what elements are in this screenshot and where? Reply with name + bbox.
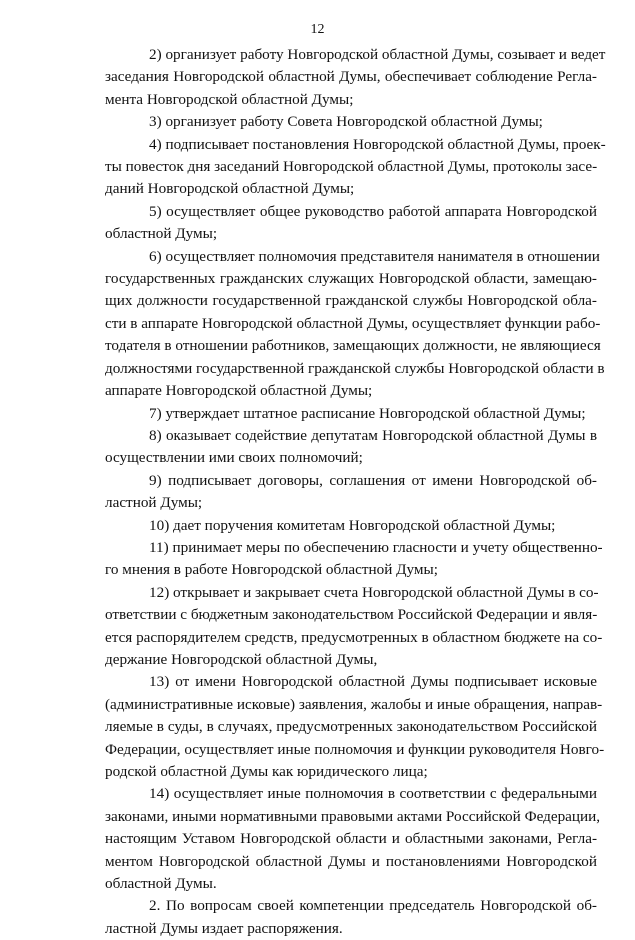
text-line: 11) принимает меры по обеспечению гласности и учету общественно- — [149, 538, 603, 556]
text-line: 10) дает поручения комитетам Новгородской областной Думы; — [149, 516, 556, 534]
text-line: 14) осуществляет иные полномочия в соответствии с федеральными — [149, 785, 597, 803]
text-line: областной Думы. — [105, 875, 217, 893]
text-line: родской областной Думы как юридического лица; — [105, 763, 428, 780]
paragraph — [105, 895, 597, 940]
paragraph — [105, 671, 605, 783]
paragraph — [105, 134, 606, 201]
text-line: щих должности государственной гражданской службы Новгородской обла- — [105, 292, 597, 310]
text-line: 8) оказывает содействие депутатам Новгородской областной Думы в — [149, 426, 597, 444]
text-line: ластной Думы издает распоряжения. — [105, 919, 343, 937]
paragraph — [105, 537, 603, 582]
paragraph — [105, 425, 597, 470]
text-line: 12) открывает и закрывает счета Новгородской областной Думы в со- — [149, 583, 599, 601]
paragraph — [105, 111, 597, 133]
text-line: 7) утверждает штатное расписание Новгородской областной Думы; — [149, 404, 586, 422]
text-line: 9) подписывает договоры, соглашения от имени Новгородской об- — [149, 471, 597, 489]
text-line: 6) осуществляет полномочия представителя нанимателя в отношении — [149, 247, 600, 265]
text-line: 3) организует работу Совета Новгородской областной Думы; — [149, 113, 543, 131]
text-line: областной Думы; — [105, 225, 218, 243]
text-line: Федерации, осуществляет иные полномочия и функции руководителя Новго- — [105, 740, 605, 758]
text-line: ляемые в суды, в случаях, предусмотренных законодательством Российской — [105, 718, 597, 736]
text-line: го мнения в работе Новгородской областной Думы; — [105, 561, 438, 579]
text-line: ется распорядителем средств, предусмотренных в областном бюджете на со- — [105, 628, 603, 646]
text-line: 2. По вопросам своей компетенции председатель Новгородской об- — [149, 897, 597, 915]
text-line: законами, иными нормативными правовыми актами Российской Федерации, — [105, 807, 601, 825]
paragraph — [105, 515, 597, 537]
text-line: 5) осуществляет общее руководство работой аппарата Новгородской — [149, 202, 597, 220]
text-line: тодателя в отношении работников, замещающих должности, не являющиеся — [105, 337, 601, 355]
text-line: ментом Новгородской областной Думы и постановлениями Новгородской — [105, 852, 597, 870]
paragraph — [105, 44, 606, 111]
text-line: 13) от имени Новгородской областной Думы подписывает исковые — [149, 673, 597, 691]
text-line: осуществлении ими своих полномочий; — [105, 449, 363, 467]
paragraph — [105, 403, 597, 425]
paragraph — [105, 783, 601, 895]
paragraph — [105, 582, 603, 672]
text-line: заседания Новгородской областной Думы, обеспечивает соблюдение Регла- — [105, 68, 597, 86]
text-line: ты повесток дня заседаний Новгородской областной Думы, протоколы засе- — [105, 158, 598, 176]
text-line: настоящим Уставом Новгородской области и областными законами, Регла- — [105, 830, 597, 848]
text-line: ластной Думы; — [105, 494, 203, 512]
text-line: держание Новгородской областной Думы, — [105, 650, 378, 668]
text-line: сти в аппарате Новгородской областной Думы, осуществляет функции рабо- — [105, 314, 601, 332]
text-line: ответствии с бюджетным законодательством Российской Федерации и явля- — [105, 606, 598, 624]
page-number: 12 — [310, 22, 325, 37]
text-line: аппарате Новгородской областной Думы; — [105, 382, 373, 400]
paragraph — [105, 201, 597, 246]
text-line: 2) организует работу Новгородской областной Думы, созывает и ведет — [149, 46, 606, 63]
text-line: 4) подписывает постановления Новгородской областной Думы, проек- — [149, 135, 606, 153]
paragraph — [105, 470, 597, 515]
text-line: государственных гражданских служащих Новгородской области, замещаю- — [105, 270, 597, 288]
document-body — [105, 44, 606, 940]
text-line: (административные исковые) заявления, жалобы и иные обращения, направ- — [105, 695, 603, 713]
text-line: мента Новгородской областной Думы; — [105, 90, 354, 108]
paragraph — [105, 246, 605, 403]
text-line: даний Новгородской областной Думы; — [105, 180, 355, 198]
text-line: должностями государственной гражданской службы Новгородской области в — [105, 359, 605, 377]
